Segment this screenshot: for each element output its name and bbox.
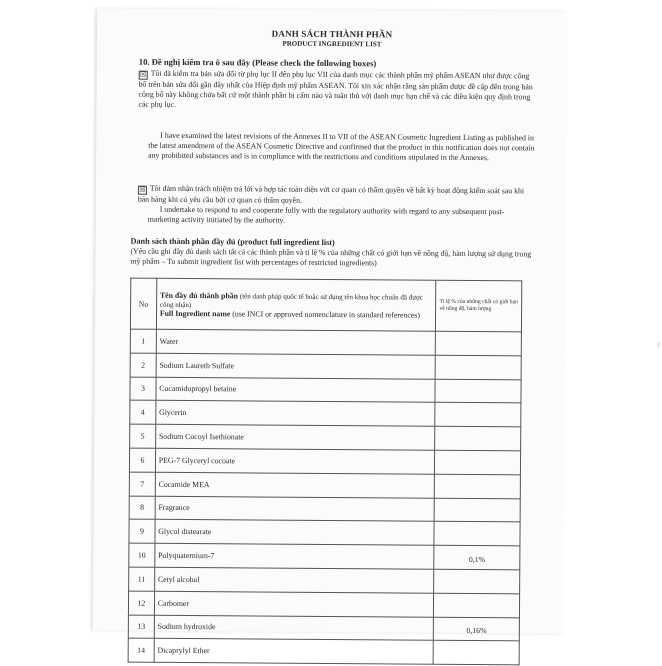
row-number: 4 <box>130 400 156 424</box>
ingredient-name: Dicaprylyl Ether <box>154 639 434 665</box>
header-name-vi: Tên đầy đủ thành phần <box>159 290 239 300</box>
row-number: 13 <box>128 615 154 639</box>
ingredient-name: Polyquaternium-7 <box>155 543 435 569</box>
header-name-en-note: (use INCI or approved nomenclature in standard references) <box>232 308 420 320</box>
document-subtitle: PRODUCT INGREDIENT LIST <box>282 39 382 49</box>
ingredient-name: Glycerin <box>156 401 436 427</box>
full-list-note: (Yêu cầu ghi đầy đủ danh sách tất cả các thành phần và tỉ lệ % của những chất có giới hạn về nồng độ, hàm lượng sử dụng trong mỹ phẩm – To submit ingredient list with percentages of restricted ingredients) <box>130 246 532 267</box>
row-number: 3 <box>130 377 156 401</box>
ingredient-name: Cocamidopropyl betaine <box>156 377 436 403</box>
ingredient-percentage <box>433 641 519 665</box>
ingredient-percentage: 0,1% <box>434 545 520 569</box>
row-number: 11 <box>129 567 155 591</box>
full-list-heading: Danh sách thành phần đầy đủ (product full ingredient list) <box>130 236 335 248</box>
ingredient-name: Carbomer <box>154 591 434 617</box>
row-number: 8 <box>129 496 155 520</box>
row-number: 6 <box>129 448 155 472</box>
ingredient-name: Sodium Laureth Sulfate <box>156 353 436 379</box>
header-percentage: Tỉ lệ % của những chất có giới hạn về nồng độ, hàm lượng <box>436 280 522 332</box>
ingredient-percentage <box>434 498 520 522</box>
ingredient-name: PEG-7 Glyceryl cocoate <box>155 448 435 474</box>
header-no: No <box>130 278 156 329</box>
ingredient-name: Cetyl alcohol <box>154 567 434 593</box>
ingredient-name: Glycol distearate <box>155 520 435 546</box>
ingredient-name: Sodium Cocoyl Isethionate <box>155 424 435 450</box>
ingredient-percentage <box>435 426 521 450</box>
ingredient-percentage <box>435 450 521 474</box>
stamp-fragment: ǀ <box>657 342 660 350</box>
ingredient-percentage <box>435 403 521 427</box>
table-row <box>128 638 519 665</box>
table-row <box>130 424 521 451</box>
ingredient-percentage <box>434 593 520 617</box>
table-header-row <box>130 278 521 332</box>
ingredient-percentage <box>434 522 520 546</box>
declaration-1-vi: Tôi đã kiểm tra bản sửa đổi từ phụ lục II đến phụ lục VII của danh mục các thành phần mỹ phẩm ASEAN như được công bố trên bản sửa đổi gần đây nhất của Hiệp định mỹ phẩm ASEAN. Tôi xin xác nhận rằng sản phẩm được đề cập đến trong bản công bố này không chứa bất cứ một thành phần bị cấm nào và tuân thủ với danh mục hạn chế và các điều kiện quy định trong các phụ lục. <box>138 68 533 109</box>
table-row <box>129 472 520 499</box>
row-number: 10 <box>129 543 155 567</box>
declaration-1-en: I have examined the latest revisions of the Annexes II to VII of the ASEAN Cosmetic Ingredient Listing as published in the latest amendment of the ASEAN Cosmetic Directive and confirmed that the product in this notification does not contain any prohibited substances and is in compliance with the restrictions and conditions stipulated in the Annexes. <box>148 130 535 163</box>
table-row <box>129 567 520 594</box>
declaration-2-en: I undertake to respond to and cooperate fully with the regulatory authority with regard to any subsequent post-marketing activity initiated by the authority. <box>147 204 505 225</box>
table-row <box>129 448 520 475</box>
header-name-en: Full Ingredient name <box>159 308 231 318</box>
row-number: 12 <box>128 591 154 615</box>
declaration-2 <box>138 184 536 208</box>
ingredient-percentage <box>435 355 521 379</box>
table-row <box>129 496 520 523</box>
ingredient-name: Water <box>156 329 436 355</box>
table-row <box>128 615 519 642</box>
ingredient-percentage: 0,16% <box>434 617 520 641</box>
ingredient-percentage <box>436 331 522 355</box>
ingredient-name: Cocamide MEA <box>155 472 435 498</box>
ingredient-percentage <box>435 379 521 403</box>
declaration-2-vi: Tôi đảm nhận trách nhiệm trả lời và hợp tác toàn diện với cơ quan có thẩm quyền về bất kỳ hoạt động kiểm soát sau khi bán hàng khi có yêu cầu bởi cơ quan có thẩm quyền. <box>137 183 525 205</box>
table-row <box>130 400 521 427</box>
document-page <box>93 8 660 656</box>
declaration-1 <box>138 69 536 113</box>
table-row <box>130 353 521 380</box>
row-number: 7 <box>129 472 155 496</box>
table-row <box>129 519 520 546</box>
table-row <box>130 329 521 356</box>
ingredient-percentage <box>435 474 521 498</box>
header-name-vi-note: (tên danh pháp quốc tế hoặc sử dụng tên khoa học chuẩn đã được công nhận) <box>159 291 423 309</box>
row-number: 1 <box>130 329 156 353</box>
section-10-heading: 10. Đề nghị kiểm tra ô sau đây (Please check the following boxes) <box>138 56 377 69</box>
row-number: 2 <box>130 353 156 377</box>
row-number: 14 <box>128 638 154 662</box>
row-number: 5 <box>130 424 156 448</box>
row-number: 9 <box>129 519 155 543</box>
header-name <box>156 278 436 331</box>
ingredient-name: Sodium hydroxide <box>154 615 434 641</box>
checked-box-icon: ☒ <box>139 185 146 194</box>
ingredient-name: Fragrance <box>155 496 435 522</box>
ingredient-table <box>128 278 523 666</box>
table-row <box>129 543 520 570</box>
table-row <box>128 591 519 618</box>
checked-box-icon: ☒ <box>140 70 147 79</box>
table-row <box>130 377 521 404</box>
document-title: DANH SÁCH THÀNH PHẦN <box>271 28 393 40</box>
ingredient-percentage <box>434 569 520 593</box>
